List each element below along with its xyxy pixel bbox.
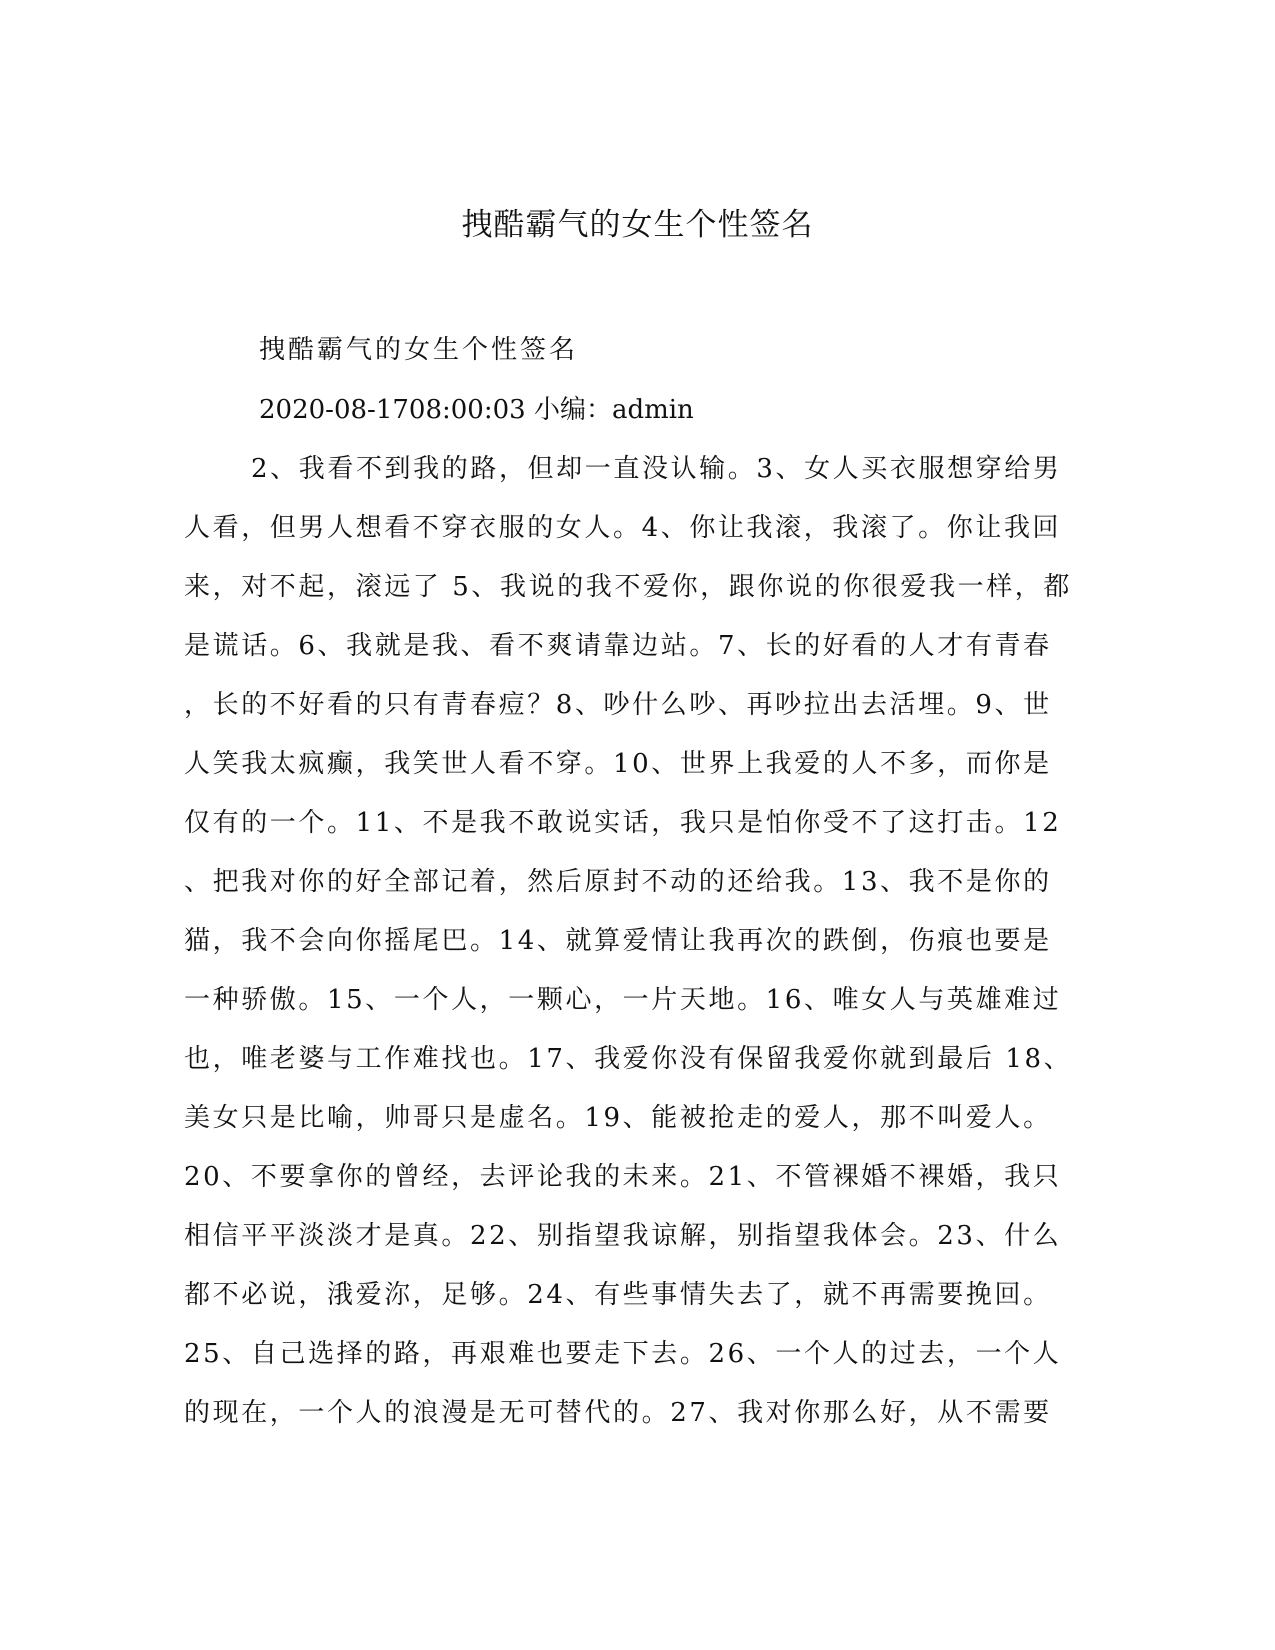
body-line: 人看，但男人想看不穿衣服的女人。4、你让我滚，我滚了。你让我回	[184, 513, 1062, 543]
document-title: 拽酷霸气的女生个性签名	[461, 207, 814, 243]
body-line: 2、我看不到我的路，但却一直没认输。3、女人买衣服想穿给男	[251, 454, 1062, 484]
article-subtitle: 拽酷霸气的女生个性签名	[259, 335, 579, 365]
body-line: 是谎话。6、我就是我、看不爽请靠边站。7、长的好看的人才有青春	[184, 631, 1052, 661]
body-line: 20、不要拿你的曾经，去评论我的未来。21、不管裸婚不裸婚，我只	[184, 1162, 1062, 1192]
body-line: 也，唯老婆与工作难找也。17、我爱你没有保留我爱你就到最后 18、	[184, 1044, 1073, 1074]
body-line: 人笑我太疯癫，我笑世人看不穿。10、世界上我爱的人不多，而你是	[184, 749, 1052, 779]
body-line: 仅有的一个。11、不是我不敢说实话，我只是怕你受不了这打击。12	[184, 808, 1062, 838]
body-line: 、把我对你的好全部记着，然后原封不动的还给我。13、我不是你的	[184, 867, 1052, 897]
body-line: ，长的不好看的只有青春痘？8、吵什么吵、再吵拉出去活埋。9、世	[184, 690, 1052, 720]
body-line: 一种骄傲。15、一个人，一颗心，一片天地。16、唯女人与英雄难过	[184, 985, 1062, 1015]
body-line: 美女只是比喻，帅哥只是虚名。19、能被抢走的爱人，那不叫爱人。	[184, 1103, 1052, 1133]
body-line: 猫，我不会向你摇尾巴。14、就算爱情让我再次的跌倒，伤痕也要是	[184, 926, 1052, 956]
body-line: 都不必说，涐爱沵，足够。24、有些事情失去了，就不再需要挽回。	[184, 1280, 1052, 1310]
body-line: 相信平平淡淡才是真。22、别指望我谅解，别指望我体会。23、什么	[184, 1221, 1062, 1251]
article-meta: 2020-08-1708:00:03 小编：admin	[259, 395, 694, 425]
body-line: 来，对不起，滚远了 5、我说的我不爱你，跟你说的你很爱我一样，都	[184, 572, 1073, 602]
body-line: 25、自己选择的路，再艰难也要走下去。26、一个人的过去，一个人	[184, 1339, 1062, 1369]
body-line: 的现在，一个人的浪漫是无可替代的。27、我对你那么好，从不需要	[184, 1398, 1052, 1428]
